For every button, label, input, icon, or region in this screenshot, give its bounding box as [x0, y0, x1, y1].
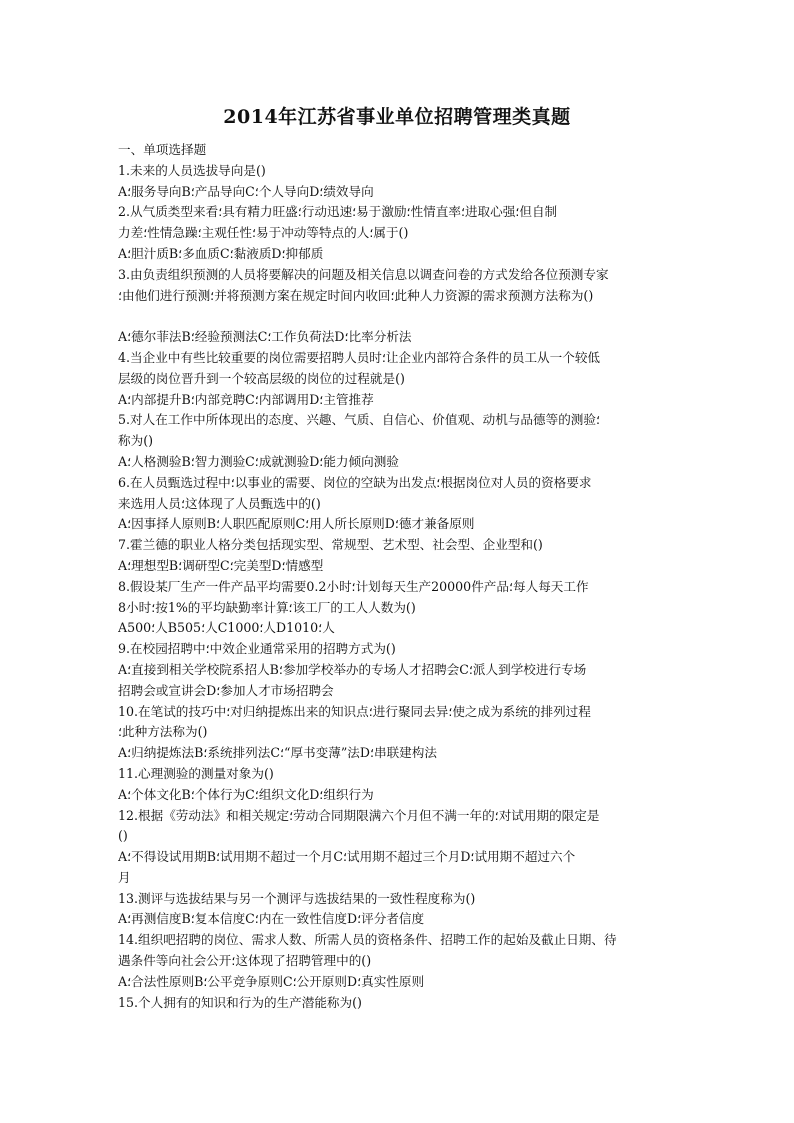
text-line: A؛因事择人原则B؛人职匹配原则C؛用人所长原则D؛德才兼备原则 [118, 516, 475, 532]
text-line: A؛不得设试用期B؛试用期不超过一个月C؛试用期不超过三个月D؛试用期不超过六个 [118, 849, 576, 865]
text-line: A؛服务导向B؛产品导向C؛个人导向D؛绩效导向 [118, 183, 374, 199]
text-line: ؛此种方法称为() [118, 724, 208, 740]
text-line: 6.在人员甄选过程中؛以事业的需要、岗位的空缺为出发点؛根据岗位对人员的资格要求 [118, 474, 592, 490]
text-line: A؛个体文化B؛个体行为C؛组织文化D؛组织行为 [118, 786, 374, 802]
text-line: 力差؛性情急躁؛主观任性؛易于冲动等特点的人؛属于() [118, 225, 409, 241]
text-line: 遇条件等向社会公开؛这体现了招聘管理中的() [118, 953, 372, 969]
text-line: 月 [118, 869, 131, 885]
text-line: 1.未来的人员选拔导向是() [118, 162, 266, 178]
text-line: A؛500人B؛505人C؛1000人D؛1010人 [118, 620, 335, 636]
text-line: 11.心理测验的测量对象为() [118, 765, 274, 781]
text-line: 3.由负责组织预测的人员将要解决的问题及相关信息以调查问卷的方式发给各位预测专家 [118, 266, 609, 282]
text-line: 4.当企业中有些比较重要的岗位需要招聘人员时؛让企业内部符合条件的员工从一个较低 [118, 349, 601, 365]
text-line: () [118, 828, 128, 844]
text-line: 称为() [118, 433, 154, 449]
text-line: 招聘会或宣讲会D؛参加人才市场招聘会 [118, 682, 334, 698]
text-line: 14.组织吧招聘的岗位、需求人数、所需人员的资格条件、招聘工作的起始及截止日期、待 [118, 932, 617, 948]
text-line: A؛德尔菲法B؛经验预测法C؛工作负荷法D؛比率分析法 [118, 329, 412, 345]
text-line: A؛人格测验B؛智力测验C؛成就测验D؛能力倾向测验 [118, 453, 399, 469]
text-line: 12.根据《劳动法》和相关规定؛劳动合同期限满六个月但不满一年的؛对试用期的限定是 [118, 807, 600, 823]
text-line: 9.在校园招聘中؛中效企业通常采用的招聘方式为() [118, 641, 396, 657]
text-line: 8.假设某厂生产一件产品平均需要0.2小时؛计划每天生产20000件产品؛每人每天工作 [118, 578, 589, 594]
text-line: A؛理想型B؛调研型C؛完美型D؛情感型 [118, 557, 324, 573]
text-line: 8小时؛按1%的平均缺勤率计算؛该工厂的工人人数为() [118, 599, 416, 615]
text-line: A؛再测信度B؛复本信度C؛内在一致性信度D؛评分者信度 [118, 911, 425, 927]
document-body [118, 140, 678, 1013]
text-line: 13.测评与选拔结果与另一个测评与选拔结果的一致性程度称为() [118, 890, 476, 906]
text-line: A؛归纳提炼法B؛系统排列法C؛“厚书变薄”法D؛串联建构法 [118, 745, 437, 761]
text-line: ؛由他们进行预测؛并将预测方案在规定时间内收回؛此种人力资源的需求预测方法称为() [118, 287, 594, 303]
text-line: A؛内部提升B؛内部竞聘C؛内部调用D؛主管推荐 [118, 391, 374, 407]
text-line: 10.在笔试的技巧中؛对归纳提炼出来的知识点؛进行聚同去异؛使之成为系统的排列过程 [118, 703, 591, 719]
text-line: 5.对人在工作中所体现出的态度、兴趣、气质、自信心、价值观、动机与品德等的测验؛ [118, 412, 601, 428]
text-line: 来选用人员؛这体现了人员甄选中的() [118, 495, 321, 511]
text-line: A؛直接到相关学校院系招人B؛参加学校举办的专场人才招聘会C؛派人到学校进行专场 [118, 661, 587, 677]
text-line: 层级的岗位晋升到一个较高层级的岗位的过程就是() [118, 370, 405, 386]
document-title: 2014年江苏省事业单位招聘管理类真题 [223, 106, 571, 128]
text-line: A؛胆汁质B؛多血质C؛黏液质D؛抑郁质 [118, 245, 324, 261]
text-line: A؛合法性原则B؛公平竞争原则C؛公开原则D؛真实性原则 [118, 973, 425, 989]
text-line: 2.从气质类型来看؛具有精力旺盛؛行动迅速؛易于激励؛性情直率؛进取心强؛但自制 [118, 204, 558, 220]
text-line: 7.霍兰德的职业人格分类包括现实型、常规型、艺术型、社会型、企业型和() [118, 537, 543, 553]
text-line: 15.个人拥有的知识和行为的生产潜能称为() [118, 994, 362, 1010]
text-line: 一、单项选择题 [118, 142, 207, 157]
blank-line [118, 306, 678, 327]
